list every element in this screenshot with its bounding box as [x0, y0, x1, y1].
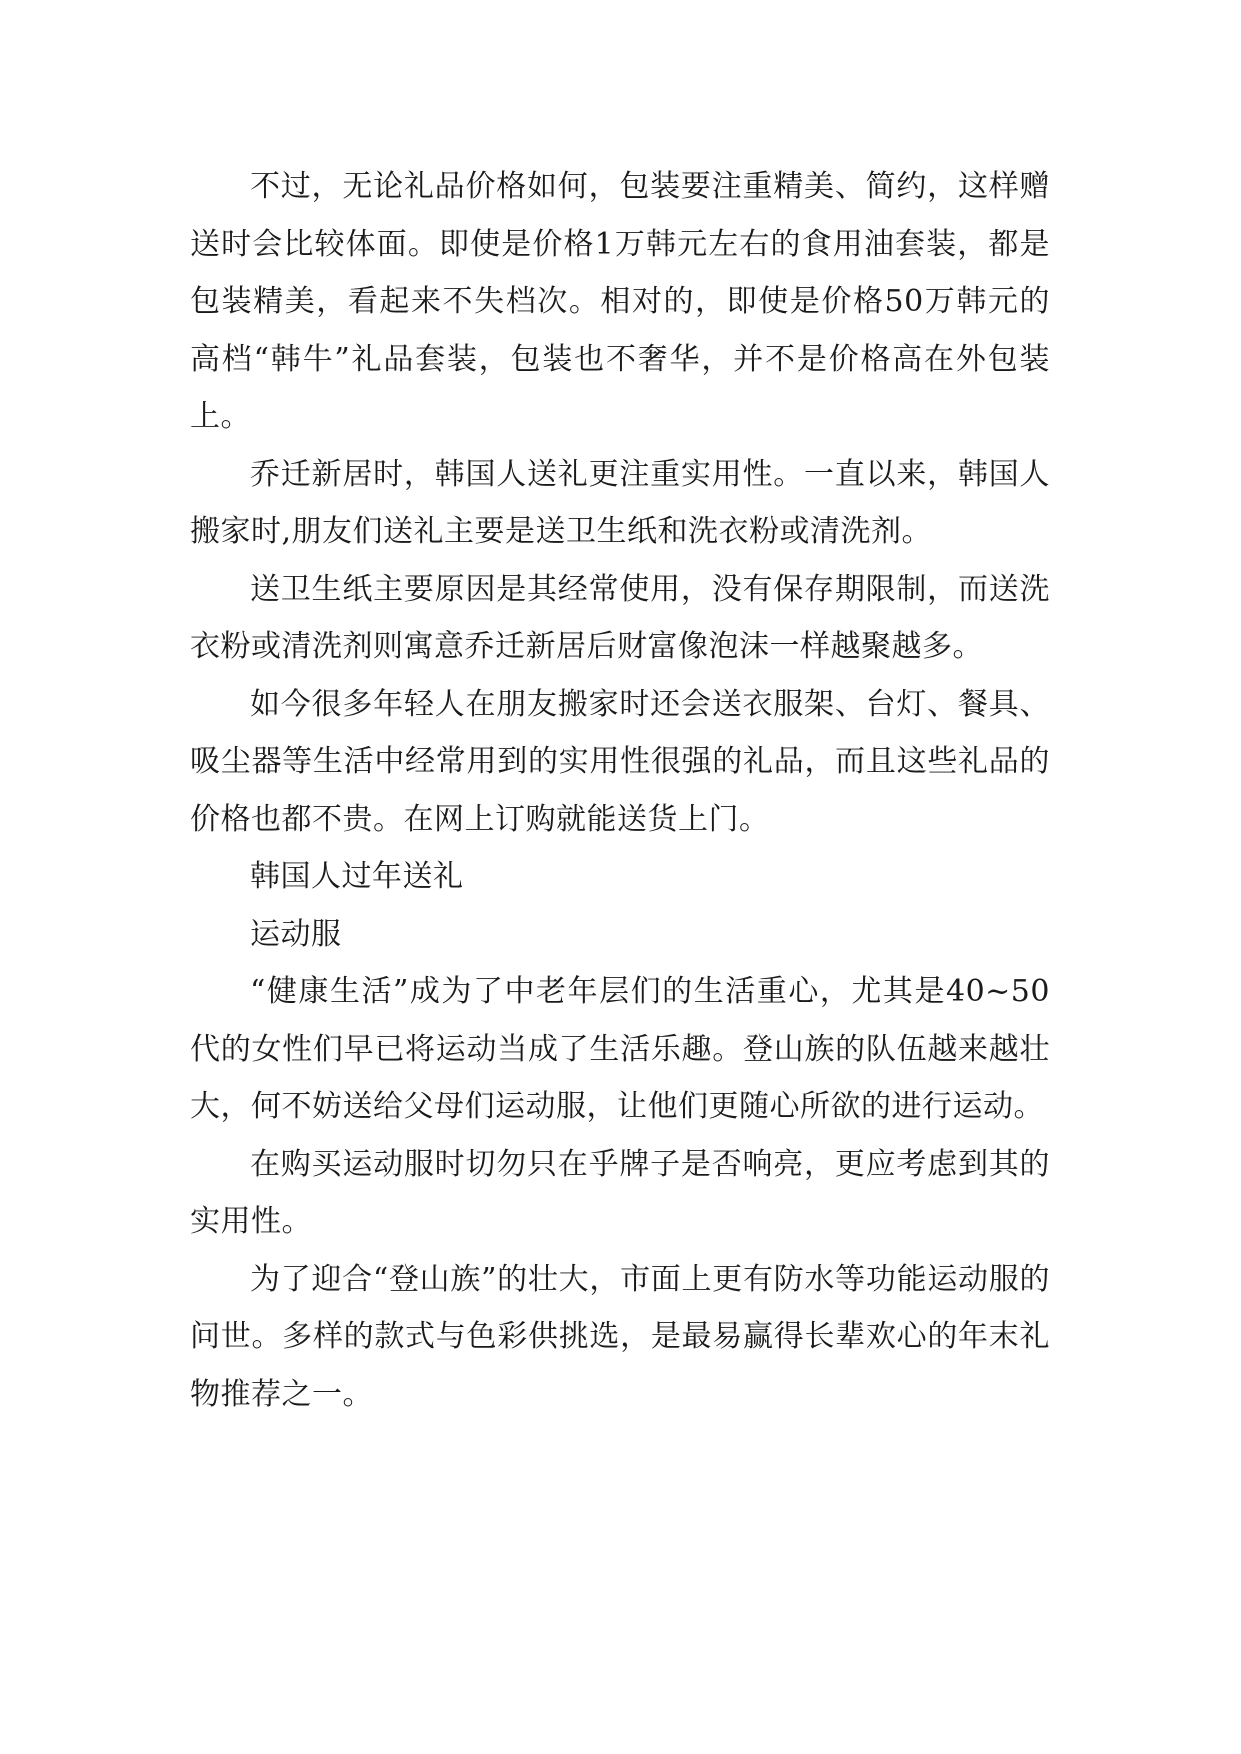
section-heading-new-year-gifts: 韩国人过年送礼 [250, 859, 464, 894]
paragraph-healthy-living: “健康生活”成为了中老年层们的生活重心，尤其是40~50代的女性们早已将运动当成了生活乐趣。登山族的队伍越来越壮大，何不妨送给父母们运动服，让他们更随心所欲的进行运动。 [190, 974, 1050, 1124]
paragraph-hiking-trend: 为了迎合“登山族”的壮大，市面上更有防水等功能运动服的问世。多样的款式与色彩供挑选，是最易赢得长辈欢心的年末礼物推荐之一。 [190, 1261, 1050, 1412]
paragraph-housewarming: 乔迁新居时，韩国人送礼更注重实用性。一直以来，韩国人搬家时,朋友们送礼主要是送卫生纸和洗衣粉或清洗剂。 [190, 456, 1050, 549]
subheading-sportswear: 运动服 [250, 916, 342, 952]
paragraph-toilet-paper: 送卫生纸主要原因是其经常使用，没有保存期限制，而送洗衣粉或清洗剂则寓意乔迁新居后财富像泡沫一样越聚越多。 [190, 571, 1050, 664]
paragraph-practicality: 在购买运动服时切勿只在乎牌子是否响亮，更应考虑到其的实用性。 [190, 1146, 1050, 1239]
paragraph-young-people: 如今很多年轻人在朋友搬家时还会送衣服架、台灯、餐具、吸尘器等生活中经常用到的实用性很强的礼品，而且这些礼品的价格也都不贵。在网上订购就能送货上门。 [190, 686, 1050, 837]
paragraph-packaging: 不过，无论礼品价格如何，包装要注重精美、简约，这样赠送时会比较体面。即使是价格1万韩元左右的食用油套装，都是包装精美，看起来不失档次。相对的，即使是价格50万韩元的高档“韩牛”礼品套装，包装也不奢华，并不是价格高在外包装上。 [190, 169, 1050, 434]
document-body [190, 158, 1050, 1423]
